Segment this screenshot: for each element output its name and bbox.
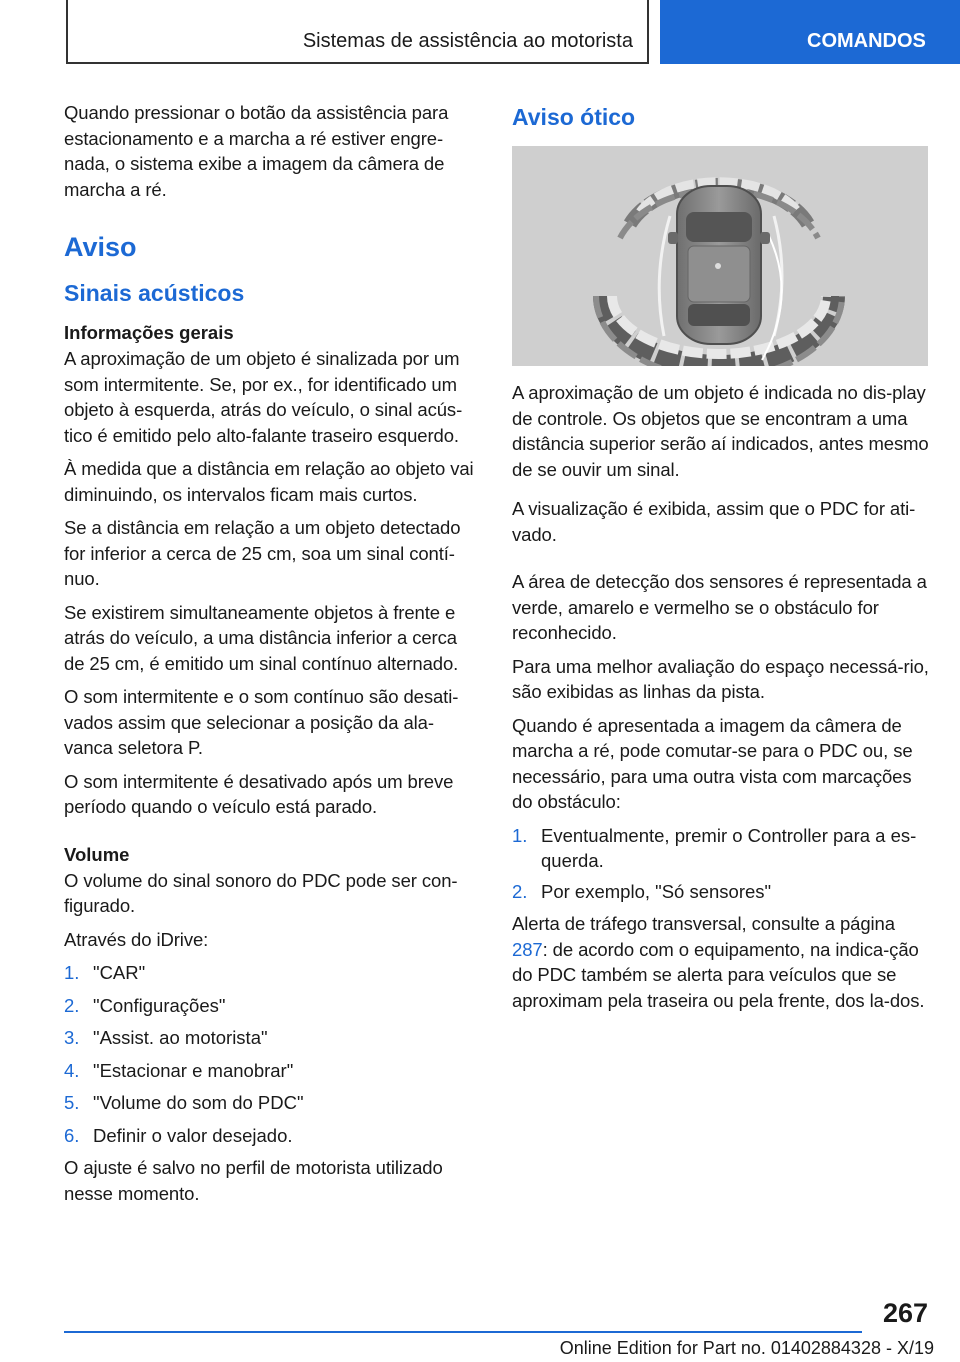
view-steps-list: [512, 823, 930, 905]
paragraph: Para uma melhor avaliação do espaço necessá-rio, são exibidas as linhas da pista.: [512, 655, 929, 702]
header-section-title: Sistemas de assistência ao motorista: [302, 30, 633, 52]
paragraph: Quando é apresentada a imagem da câmera de marcha a ré, pode comutar-se para o PDC ou, se necessário, para uma outra vista com marcações do obstáculo:: [512, 714, 913, 812]
heading-volume: Volume: [64, 843, 130, 865]
list-item: [512, 879, 930, 905]
paragraph: A área de detecção dos sensores é representada a verde, amarelo e vermelho se o obstáculo for reconhecido.: [512, 571, 927, 643]
step-number: 2.: [64, 994, 80, 1016]
footer-divider: [64, 1331, 862, 1333]
step-text: "Estacionar e manobrar": [93, 1059, 294, 1081]
step-number: 4.: [64, 1059, 80, 1081]
page-link-287[interactable]: 287: [512, 938, 543, 960]
heading-informacoes-gerais: Informações gerais: [64, 322, 234, 343]
list-item: [64, 1123, 482, 1149]
left-column: [64, 100, 482, 1214]
heading-aviso-otico: Aviso ótico: [512, 104, 636, 130]
list-item: [512, 823, 930, 874]
heading-aviso: Aviso: [64, 232, 137, 262]
paragraph: Se a distância em relação a um objeto detectado for inferior a cerca de 25 cm, soa um sinal contí-nuo.: [64, 517, 461, 589]
step-number: 5.: [64, 1092, 80, 1113]
paragraph: Através do iDrive:: [64, 928, 209, 950]
step-text: Definir o valor desejado.: [93, 1124, 293, 1146]
step-number: 3.: [64, 1027, 80, 1048]
step-number: 2.: [512, 880, 528, 902]
list-item: [64, 1090, 482, 1116]
paragraph: A aproximação de um objeto é sinalizada por um som intermitente. Se, por ex., for identificado um objeto à esquerda, atrás do veículo, o sinal acús-tico é emitido pelo alto-falante traseiro esquerdo.: [64, 348, 463, 446]
list-item: [64, 960, 482, 986]
paragraph: O volume do sinal sonoro do PDC pode ser con-figurado.: [64, 869, 458, 916]
header-chapter-label: COMANDOS: [807, 30, 926, 52]
header-chapter-tab[interactable]: [660, 0, 960, 64]
right-column: [512, 100, 930, 1021]
step-number: 6.: [64, 1124, 80, 1146]
paragraph: À medida que a distância em relação ao objeto vai diminuindo, os intervalos ficam mais curtos.: [64, 458, 474, 505]
step-text: "Assist. ao motorista": [93, 1027, 268, 1048]
paragraph: O som intermitente é desativado após um breve período quando o veículo está parado.: [64, 770, 454, 817]
pdc-display-figure: [512, 146, 928, 366]
heading-sinais-acusticos: Sinais acústicos: [64, 280, 245, 306]
step-text: "Volume do som do PDC": [93, 1092, 304, 1113]
footer-edition: Online Edition for Part no. 01402884328 - X/19: [559, 1338, 934, 1358]
list-item: [64, 993, 482, 1019]
paragraph-cross-traffic: [512, 911, 930, 1013]
step-text: "CAR": [93, 962, 146, 983]
step-text: Por exemplo, "Só sensores": [541, 880, 772, 902]
idrive-steps-list: [64, 960, 482, 1148]
page-number: 267: [882, 1298, 928, 1328]
paragraph: O ajuste é salvo no perfil de motorista utilizado nesse momento.: [64, 1157, 443, 1204]
list-item: [64, 1025, 482, 1051]
list-item: [64, 1058, 482, 1084]
cross-traffic-text: Alerta de tráfego transversal, consulte a página: [512, 913, 895, 934]
paragraph: A visualização é exibida, assim que o PDC for ati-vado.: [512, 498, 916, 545]
header-section-box: [66, 0, 649, 64]
pdc-car-illustration: [512, 146, 928, 366]
intro-paragraph: Quando pressionar o botão da assistência para estacionamento e a marcha a ré estiver engre-nada, o sistema exibe a imagem da câmera de marcha a ré.: [64, 102, 449, 200]
paragraph: Se existirem simultaneamente objetos à frente e atrás do veículo, a uma distância inferior a cerca de 25 cm, é emitido um sinal contínuo alternado.: [64, 601, 459, 674]
step-number: 1.: [512, 824, 528, 846]
paragraph: A aproximação de um objeto é indicada no dis-play de controle. Os objetos que se encontram a uma distância superior serão aí indicados, antes mesmo de se ouvir um sinal.: [512, 382, 929, 480]
paragraph: O som intermitente e o som contínuo são desati-vados assim que selecionar a posição da ala-vanca seletora P.: [64, 686, 459, 758]
step-text: Eventualmente, premir o Controller para a es-querda.: [541, 824, 917, 871]
step-text: "Configurações": [93, 994, 226, 1016]
cross-traffic-text-cont: : de acordo com o equipamento, na indica-ção do PDC também se alerta para veículos que se aproximam pela traseira ou pela frente, dos la-dos.: [512, 938, 925, 1011]
step-number: 1.: [64, 962, 80, 983]
